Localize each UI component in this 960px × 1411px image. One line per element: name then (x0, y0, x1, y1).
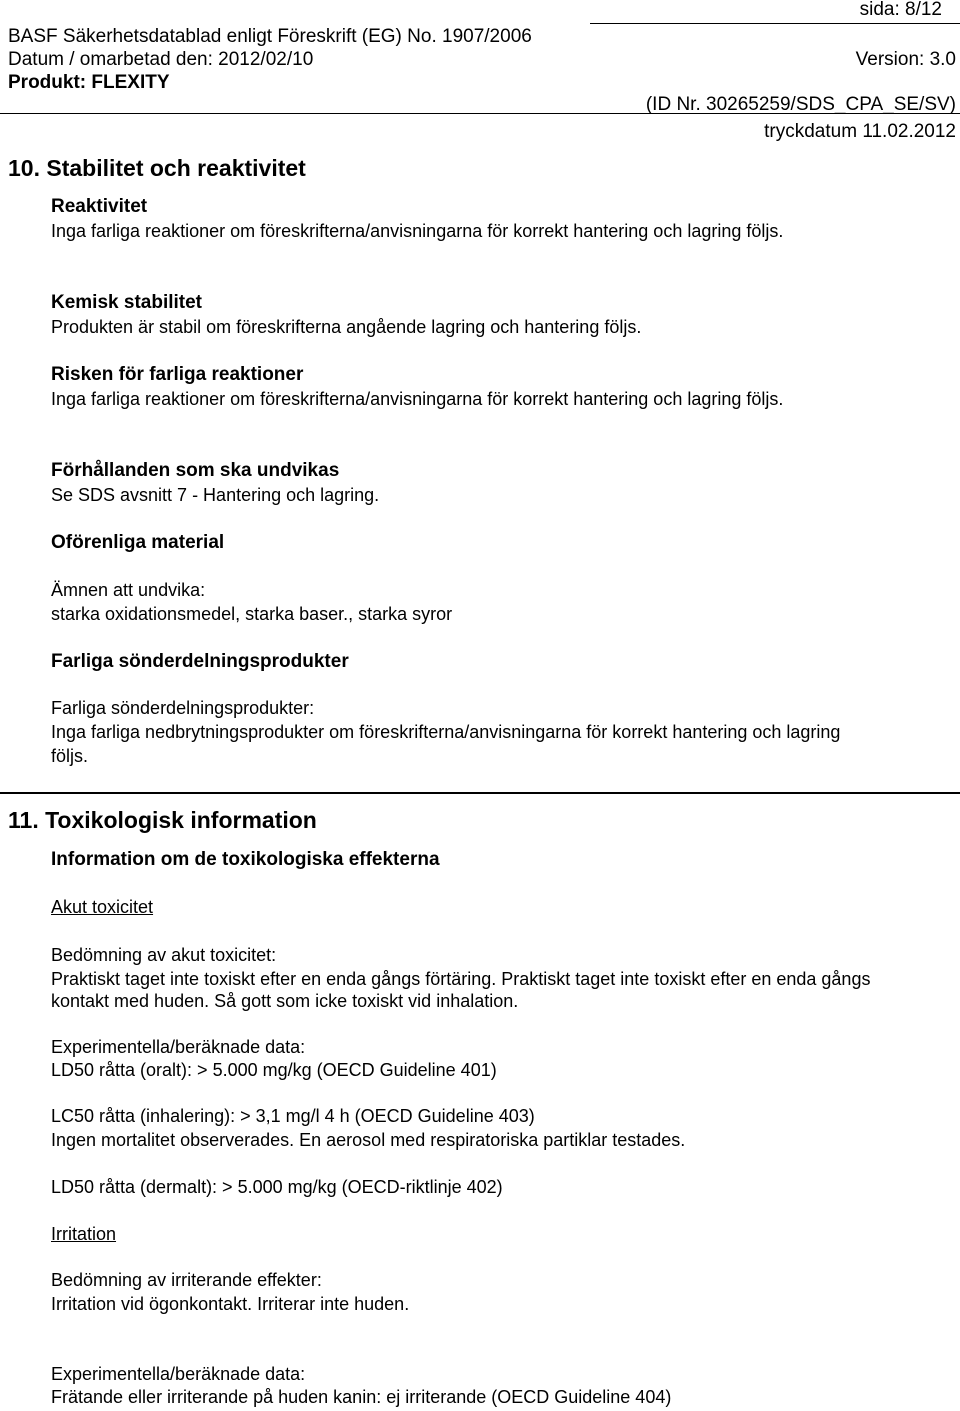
ld50-oral: LD50 råtta (oralt): > 5.000 mg/kg (OECD Guideline 401) (51, 1060, 497, 1080)
experimental-data-label-2: Experimentella/beräknade data: (51, 1364, 306, 1384)
reactivity-heading: Reaktivitet (51, 196, 148, 217)
stability-text: Produkten är stabil om föreskrifterna angående lagring och hantering följs. (51, 317, 642, 337)
acute-assessment-line-2: kontakt med huden. Så gott som icke toxiskt vid inhalation. (51, 991, 519, 1011)
acute-assessment-line-1: Praktiskt taget inte toxiskt efter en enda gångs förtäring. Praktiskt taget inte toxiskt efter en enda gångs (51, 969, 871, 989)
toxicological-effects-heading: Information om de toxikologiska effekterna (51, 849, 440, 870)
product-name: FLEXITY (91, 72, 170, 93)
experimental-data-label-1: Experimentella/beräknade data: (51, 1037, 306, 1057)
document-title: BASF Säkerhetsdatablad enligt Föreskrift (EG) No. 1907/2006 (8, 26, 532, 47)
version-label: Version: 3.0 (855, 49, 956, 70)
irritation-assessment-text: Irritation vid ögonkontakt. Irriterar inte huden. (51, 1294, 410, 1314)
page-number-underline (590, 23, 960, 24)
decomposition-label: Farliga sönderdelningsprodukter: (51, 698, 315, 718)
stability-heading: Kemisk stabilitet (51, 292, 202, 313)
skin-irritation-text: Frätande eller irriterande på huden kanin: ej irriterande (OECD Guideline 404) (51, 1387, 672, 1407)
page-number: sida: 8/12 (859, 0, 942, 20)
incompatible-heading: Oförenliga material (51, 532, 225, 553)
print-date: tryckdatum 11.02.2012 (764, 121, 956, 142)
product-prefix: Produkt: (8, 72, 92, 93)
incompatible-label: Ämnen att undvika: (51, 580, 206, 600)
risk-text: Inga farliga reaktioner om föreskrifterna/anvisningarna för korrekt hantering och lagring följs. (51, 389, 784, 409)
document-id: (ID Nr. 30265259/SDS_CPA_SE/SV) (645, 94, 956, 115)
acute-toxicity-heading: Akut toxicitet (51, 897, 154, 917)
decomposition-text-line-2: följs. (51, 746, 89, 766)
ld50-dermal: LD50 råtta (dermalt): > 5.000 mg/kg (OECD-riktlinje 402) (51, 1177, 503, 1197)
reactivity-text: Inga farliga reaktioner om föreskrifterna/anvisningarna för korrekt hantering och lagring följs. (51, 221, 784, 241)
lc50-inhalation: LC50 råtta (inhalering): > 3,1 mg/l 4 h (OECD Guideline 403) (51, 1106, 535, 1126)
section-divider (0, 792, 960, 794)
conditions-text: Se SDS avsnitt 7 - Hantering och lagring. (51, 485, 380, 505)
decomposition-text-line-1: Inga farliga nedbrytningsprodukter om föreskrifterna/anvisningarna för korrekt hantering och lagring (51, 722, 841, 742)
incompatible-text: starka oxidationsmedel, starka baser., starka syror (51, 604, 453, 624)
revision-date: Datum / omarbetad den: 2012/02/10 (8, 49, 314, 70)
section-11-title: 11. Toxikologisk information (8, 807, 317, 833)
lc50-note: Ingen mortalitet observerades. En aerosol med respiratoriska partiklar testades. (51, 1130, 686, 1150)
irritation-assessment-label: Bedömning av irriterande effekter: (51, 1270, 322, 1290)
product-line (8, 72, 170, 94)
irritation-heading: Irritation (51, 1224, 117, 1244)
section-10-title: 10. Stabilitet och reaktivitet (8, 155, 306, 181)
conditions-heading: Förhållanden som ska undvikas (51, 460, 340, 481)
acute-assessment-label: Bedömning av akut toxicitet: (51, 945, 277, 965)
risk-heading: Risken för farliga reaktioner (51, 364, 304, 385)
decomposition-heading: Farliga sönderdelningsprodukter (51, 651, 349, 672)
